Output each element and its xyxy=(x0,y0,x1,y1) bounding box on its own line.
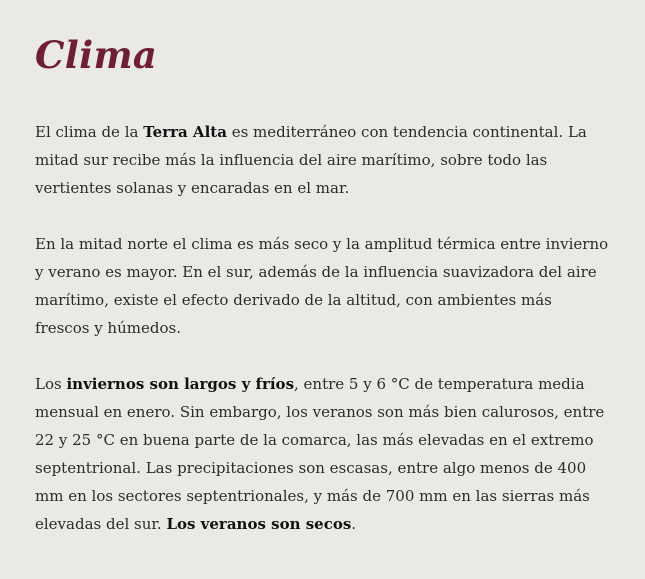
paragraph-2 xyxy=(35,230,610,342)
winters-emphasis: inviernos son largos y fríos xyxy=(66,375,295,393)
paragraph-3 xyxy=(35,370,610,538)
paragraph-2-text: En la mitad norte el clima es más seco y la amplitud térmica entre invierno y verano es mayor. En el sur, además de la influencia suavizadora del aire marítimo, existe el efecto derivado de la altitud, con ambientes más frescos y húmedos. xyxy=(35,235,609,337)
paragraph-1 xyxy=(35,118,610,202)
summers-dry-emphasis: Los veranos son secos xyxy=(166,515,352,533)
paragraph-1-text-start: El clima de la xyxy=(35,123,144,141)
section-body xyxy=(35,118,610,538)
terra-alta-emphasis: Terra Alta xyxy=(143,123,227,141)
paragraph-3-text-end: . xyxy=(351,515,357,533)
paragraph-1-text-end: es mediterráneo con tendencia continental. La mitad sur recibe más la influencia del aire marítimo, sobre todo las vertientes solanas y encaradas en el mar. xyxy=(35,123,587,197)
paragraph-3-text-middle: , entre 5 y 6 °C de temperatura media mensual en enero. Sin embargo, los veranos son más bien calurosos, entre 22 y 25 °C en buena parte de la comarca, las más elevadas en el extremo septentrional. Las precipitaciones son escasas, entre algo menos de 400 mm en los sectores septentrionales, y más de 700 mm en las sierras más elevadas del sur. xyxy=(35,375,605,533)
section-title: Clima xyxy=(35,33,158,77)
paragraph-3-text-start: Los xyxy=(35,375,67,393)
